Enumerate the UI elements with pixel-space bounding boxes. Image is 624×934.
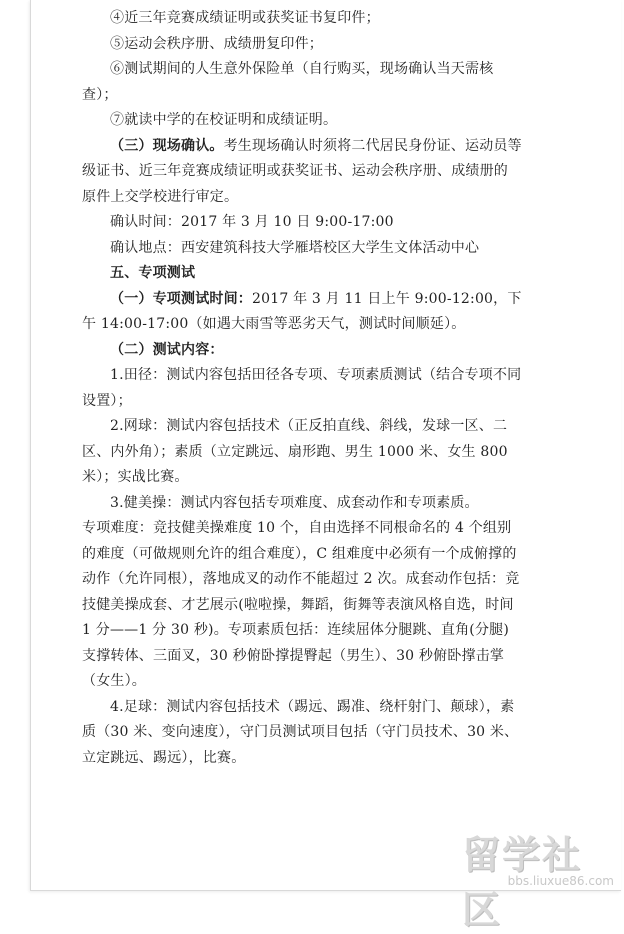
confirm-label: （三）现场确认。 <box>110 137 224 154</box>
test-time-body: 2017 年 3 月 11 日上午 9:00-12:00，下午 14:00-17:00（如遇大雨雪等恶劣天气，测试时间顺延）。 <box>82 290 522 332</box>
watermark-url: bbs.liuxue86.com <box>507 874 614 888</box>
document-body <box>82 6 522 771</box>
item-6-line: ⑥测试期间的人生意外保险单（自行购买，现场确认当天需核查）； <box>82 61 494 103</box>
item-5-line: ⑤运动会秩序册、成绩册复印件； <box>110 35 323 52</box>
test-time-label: （一）专项测试时间： <box>110 290 252 307</box>
item-aerobics-head: 3.健美操：测试内容包括专项难度、成套动作和专项素质。 <box>110 494 479 511</box>
confirm-body: 考生现场确认时须将二代居民身份证、运动员等级证书、近三年竞赛成绩证明或获奖证书、运动会秩序册、成绩册的原件上交学校进行审定。 <box>82 137 522 205</box>
confirm-time: 确认时间：2017 年 3 月 10 日 9:00-17:00 <box>110 214 394 230</box>
test-time-paragraph <box>82 287 522 338</box>
item-4-line: ④近三年竞赛成绩证明或获奖证书复印件； <box>110 10 380 26</box>
item-aerobics-body: 专项难度：竞技健美操难度 10 个，自由选择不同根命名的 4 个组别的难度（可做规则允许的组合难度），C 组难度中必须有一个成俯撑的动作（允许同根），落地成叉的动作不能超过 2 次。成套动作包括：竞技健美操成套、才艺展示(啦啦操，舞蹈，街舞等表演风格自选，时间 1 分——1 分 30 秒)。专项素质包括：连续屈体分腿跳、直角(分腿)支撑转体、三面叉，30 秒俯卧撑提臀起（男生）、30 秒俯卧撑击掌（女生）。 <box>82 520 520 689</box>
test-content-title: （二）测试内容： <box>110 341 224 358</box>
watermark <box>462 820 622 932</box>
confirm-place: 确认地点：西安建筑科技大学雁塔校区大学生文体活动中心 <box>110 239 480 256</box>
item-tennis: 2.网球：测试内容包括技术（正反拍直线、斜线，发球一区、二区、内外角）；素质（立定跳远、扇形跑、男生 1000 米、女生 800 米）；实战比赛。 <box>82 418 508 485</box>
item-football: 4.足球：测试内容包括技术（踢远、踢准、绕杆射门、颠球），素质（30 米、变向速度），守门员测试项目包括（守门员技术、30 米、立定跳远、踢远），比赛。 <box>82 698 519 766</box>
watermark-logo-text: 留学社区 <box>462 833 583 932</box>
section-5-title: 五、专项测试 <box>110 265 196 281</box>
item-7-line: ⑦就读中学的在校证明和成绩证明。 <box>110 112 338 128</box>
confirm-paragraph <box>82 134 522 211</box>
item-athletics: 1.田径：测试内容包括田径各专项、专项素质测试（结合专项不同设置）； <box>82 367 522 409</box>
